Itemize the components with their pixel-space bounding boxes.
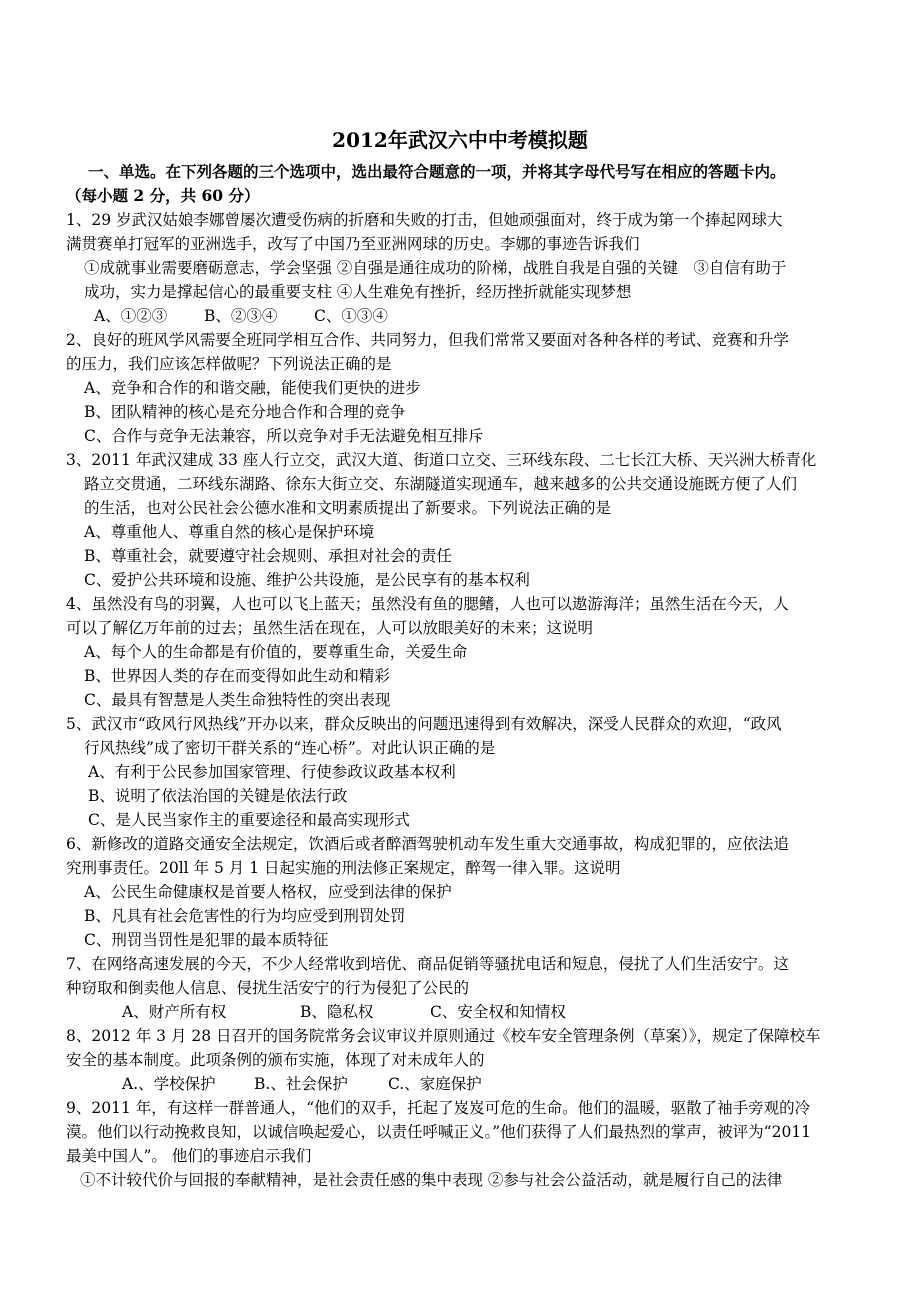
option-row <box>66 304 866 328</box>
option-b[interactable]: B、说明了依法治国的关键是依法行政 <box>88 787 348 805</box>
option-c[interactable]: C、是人民当家作主的重要途径和最高实现形式 <box>88 811 410 829</box>
question-text-line: 9、2011 年，有这样一群普通人，“他们的双手，托起了岌岌可危的生命。他们的温暖，驱散了袖手旁观的冷 <box>66 1099 811 1117</box>
question-text-line: 行风热线”成了密切干群关系的“连心桥”。对此认识正确的是 <box>84 739 496 757</box>
option-a[interactable]: A、竞争和合作的和谐交融，能使我们更快的进步 <box>84 379 421 397</box>
option-a[interactable]: A、尊重他人、尊重自然的核心是保护环境 <box>84 523 375 541</box>
option-a[interactable]: A、有利于公民参加国家管理、行使参政议政基本权利 <box>88 763 456 781</box>
option-c[interactable]: C、刑罚当罚性是犯罪的最本质特征 <box>84 931 329 949</box>
option-b[interactable]: B.、社会保护 <box>254 1075 348 1093</box>
question-text-line: 2、良好的班风学风需要全班同学相互合作、共同努力，但我们常常又要面对各种各样的考试、竞赛和升学 <box>66 331 789 349</box>
question-text-line: 可以了解亿万年前的过去；虽然生活在现在，人可以放眼美好的未来；这说明 <box>66 619 594 637</box>
question-text-line: 7、在网络高速发展的今天，不少人经常收到培优、商品促销等骚扰电话和短息，侵扰了人们生活安宁。这 <box>66 955 789 973</box>
question-1 <box>66 208 866 328</box>
statement-line: ①成就事业需要磨砺意志，学会坚强 ②自强是通往成功的阶梯，战胜自我是自强的关键 ③自信有助于 <box>84 259 787 277</box>
section-instruction: 一、单选。在下列各题的三个选项中，选出最符合题意的一项，并将其字母代号写在相应的答题卡内。 <box>88 162 786 181</box>
option-a[interactable]: A、①②③ <box>94 307 168 325</box>
question-4 <box>66 592 866 712</box>
question-3 <box>66 448 866 592</box>
option-b[interactable]: B、②③④ <box>204 307 278 325</box>
question-text-line: 满贯赛单打冠军的亚洲选手，改写了中国乃至亚洲网球的历史。李娜的事迹告诉我们 <box>66 235 640 253</box>
question-text-line: 安全的基本制度。此项条例的颁布实施，体现了对未成年人的 <box>66 1051 485 1069</box>
question-6 <box>66 832 866 952</box>
option-b[interactable]: B、凡具有社会危害性的行为均应受到刑罚处罚 <box>84 907 406 925</box>
page-title: 2012年武汉六中中考模拟题 <box>332 128 588 152</box>
option-c[interactable]: C、合作与竞争无法兼容，所以竞争对手无法避免相互排斥 <box>84 427 484 445</box>
option-c[interactable]: C、①③④ <box>314 307 388 325</box>
question-8 <box>66 1024 866 1096</box>
question-text-line: 最美中国人”。 他们的事迹启示我们 <box>66 1147 312 1165</box>
option-b[interactable]: B、尊重社会，就要遵守社会规则、承担对社会的责任 <box>84 547 452 565</box>
option-a[interactable]: A.、学校保护 <box>122 1075 216 1093</box>
question-9 <box>66 1096 866 1192</box>
option-row <box>66 1072 866 1096</box>
option-c[interactable]: C、爱护公共环境和设施、维护公共设施，是公民享有的基本权利 <box>84 571 530 589</box>
question-text-line: 漠。他们以行动挽救良知，以诚信唤起爱心，以责任呼喊正义。”他们获得了人们最热烈的掌声，被评为“2011 <box>66 1123 812 1141</box>
question-7 <box>66 952 866 1024</box>
section-score-note: （每小题 2 分，共 60 分） <box>66 186 260 205</box>
option-row <box>66 1000 866 1024</box>
question-text-line: 6、新修改的道路交通安全法规定，饮酒后或者醉酒驾驶机动车发生重大交通事故，构成犯罪的，应依法追 <box>66 835 789 853</box>
question-text-line: 4、虽然没有鸟的羽翼，人也可以飞上蓝天；虽然没有鱼的腮鳍，人也可以遨游海洋；虽然生活在今天，人 <box>66 595 789 613</box>
option-c[interactable]: C、最具有智慧是人类生命独特性的突出表现 <box>84 691 391 709</box>
question-text-line: 究刑事责任。20ll 年 5 月 1 日起实施的刑法修正案规定，醉驾一律入罪。这说明 <box>66 859 621 877</box>
option-c[interactable]: C.、家庭保护 <box>388 1075 482 1093</box>
question-text-line: 路立交贯通，二环线东湖路、徐东大街立交、东湖隧道实现通车，越来越多的公共交通设施既方便了人们 <box>84 475 798 493</box>
option-a[interactable]: A、每个人的生命都是有价值的，要尊重生命，关爱生命 <box>84 643 468 661</box>
exam-content <box>66 160 866 1192</box>
question-2 <box>66 328 866 448</box>
statement-line: ①不计较代价与回报的奉献精神，是社会责任感的集中表现 ②参与社会公益活动，就是履行自己的法律 <box>80 1171 783 1189</box>
statement-line: 成功，实力是撑起信心的最重要支柱 ④人生难免有挫折，经历挫折就能实现梦想 <box>84 283 632 301</box>
option-c[interactable]: C、安全权和知情权 <box>430 1003 566 1021</box>
question-text-line: 5、武汉市“政风行风热线”开办以来，群众反映出的问题迅速得到有效解决，深受人民群众的欢迎，“政风 <box>66 715 782 733</box>
question-5 <box>66 712 866 832</box>
question-text-line: 的生活，也对公民社会公德水准和文明素质提出了新要求。下列说法正确的是 <box>84 499 612 517</box>
question-text-line: 的压力，我们应该怎样做呢？下列说法正确的是 <box>66 355 392 373</box>
question-text-line: 3、2011 年武汉建成 33 座人行立交，武汉大道、街道口立交、三环线东段、二七长江大桥、天兴洲大桥青化 <box>66 451 817 469</box>
question-text-line: 8、2012 年 3 月 28 日召开的国务院常务会议审议并原则通过《校车安全管理条例（草案）》，规定了保障校车 <box>66 1027 821 1045</box>
option-b[interactable]: B、隐私权 <box>300 1003 374 1021</box>
option-a[interactable]: A、财产所有权 <box>122 1003 227 1021</box>
option-b[interactable]: B、世界因人类的存在而变得如此生动和精彩 <box>84 667 390 685</box>
option-b[interactable]: B、团队精神的核心是充分地合作和合理的竞争 <box>84 403 406 421</box>
question-text-line: 1、29 岁武汉姑娘李娜曾屡次遭受伤病的折磨和失败的打击，但她顽强面对，终于成为第一个捧起网球大 <box>66 211 783 229</box>
question-text-line: 种窃取和倒卖他人信息、侵扰生活安宁的行为侵犯了公民的 <box>66 979 470 997</box>
option-a[interactable]: A、公民生命健康权是首要人格权，应受到法律的保护 <box>84 883 452 901</box>
